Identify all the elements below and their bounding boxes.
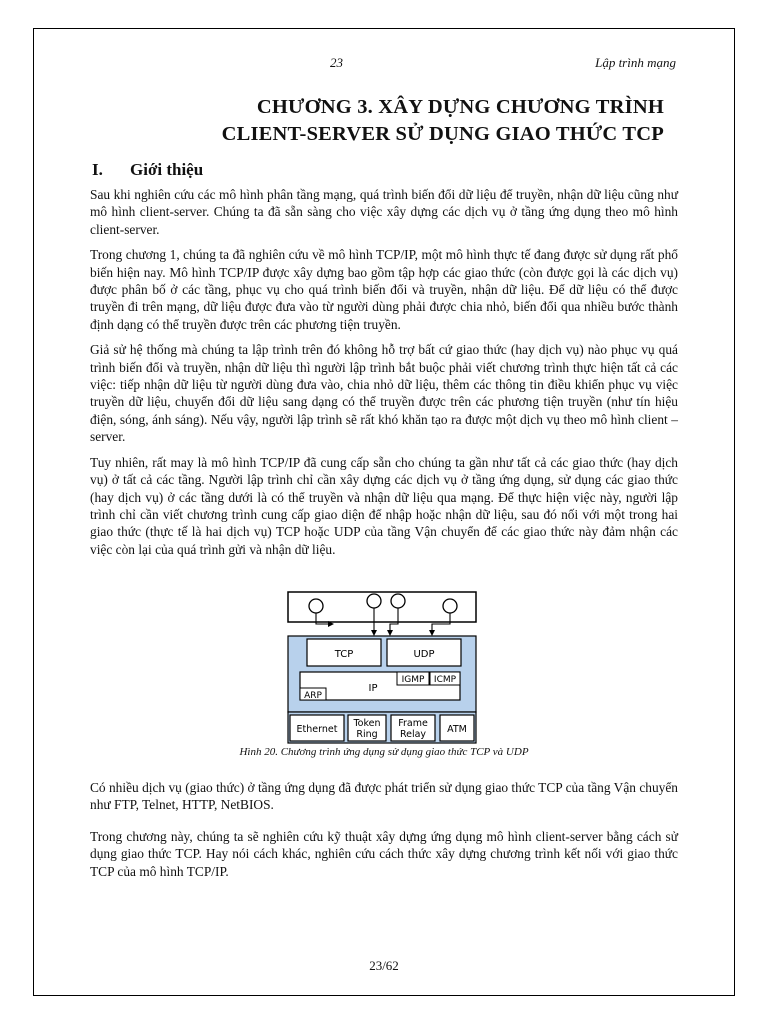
header-page-number: 23	[330, 55, 343, 70]
app-circle	[309, 599, 323, 613]
section-title: Giới thiệu	[130, 160, 204, 179]
app-circle	[391, 594, 405, 608]
section-heading	[92, 160, 203, 180]
chapter-title-line1: CHƯƠNG 3. XÂY DỰNG CHƯƠNG TRÌNH	[256, 96, 664, 118]
paragraph: Có nhiều dịch vụ (giao thức) ở tầng ứng dụng đã được phát triển sử dụng giao thức TCP của tầng Vận chuyển như FTP, Telnet, HTTP, NetBIOS.	[90, 780, 678, 813]
paragraph: Sau khi nghiên cứu các mô hình phân tầng mạng, quá trình biến đổi dữ liệu để truyền, nhận dữ liệu cũng như mô hình client-server. Chúng ta đã sẵn sàng cho việc xây dựng các dịch vụ ở tầng ứng dụng theo mô hình client-server.	[90, 187, 678, 237]
paragraph: Trong chương này, chúng ta sẽ nghiên cứu kỹ thuật xây dựng ứng dụng mô hình client-server bằng cách sử dụng giao thức TCP. Hay nói cách khác, nghiên cứu cách thức xây dựng chương trình kết nối với giao thức TCP của mô hình TCP/IP.	[90, 829, 678, 879]
tcp-label: TCP	[334, 649, 354, 660]
footer-page-label: 23/62	[369, 958, 399, 973]
igmp-label: IGMP	[401, 675, 425, 685]
token-ring-label-2: Ring	[356, 729, 378, 740]
arp-label: ARP	[304, 691, 322, 701]
udp-label: UDP	[413, 649, 435, 660]
header-book-title: Lập trình mạng	[595, 55, 676, 70]
app-circle	[443, 599, 457, 613]
icmp-label: ICMP	[433, 675, 457, 685]
section-number: I.	[92, 160, 103, 179]
frame-relay-label-1: Frame	[398, 718, 428, 729]
paragraph: Trong chương 1, chúng ta đã nghiên cứu về mô hình TCP/IP, một mô hình thực tế đang được sử dụng rất phổ biến hiện nay. Mô hình TCP/IP được xây dựng bao gồm tập hợp các giao thức (còn được gọi là các dịch vụ) được phân bố ở các tầng, phục vụ cho quá trình biến đổi và truyền, nhận dữ liệu. Để dữ liệu có thể được truyền đi trên mạng, dữ liệu được đưa vào từ người dùng phải được chia nhỏ, biến đổi qua nhiều bước thành định dạng có thể truyền được trên các phương tiện truyền.	[90, 247, 678, 332]
chapter-title-line2: CLIENT-SERVER SỬ DỤNG GIAO THỨC TCP	[221, 123, 664, 145]
token-ring-label-1: Token	[353, 718, 381, 729]
arrow-heads	[328, 621, 435, 636]
app-circle	[367, 594, 381, 608]
ethernet-label: Ethernet	[296, 724, 338, 735]
frame-relay-label-2: Relay	[399, 729, 427, 740]
intro-text	[90, 186, 678, 566]
atm-label: ATM	[447, 724, 467, 735]
chapter-title	[222, 94, 664, 148]
tcp-ip-stack-diagram	[285, 590, 479, 745]
paragraph: Giả sử hệ thống mà chúng ta lập trình trên đó không hỗ trợ bất cứ giao thức (hay dịch vụ) nào phục vụ quá trình biến đổi và truyền, nhận dữ liệu thì người lập trình bắt buộc phải viết chương trình thực hiện tất cả các việc: tiếp nhận dữ liệu từ người dùng đưa vào, chia nhỏ dữ liệu, thêm các thông tin điều khiển phục vụ việc truyền dữ liệu, chuyển đổi dữ liệu sang dạng có thể truyền được trên các phương tiện truyền (như tín hiệu điện, sóng, ánh sáng). Nếu vậy, người lập trình sẽ rất khó khăn tạo ra được một dịch vụ theo mô hình client – server.	[90, 342, 678, 445]
ip-label: IP	[368, 683, 378, 694]
figure-caption: Hình 20. Chương trình ứng dụng sử dụng giao thức TCP và UDP	[239, 746, 529, 758]
paragraph: Tuy nhiên, rất may là mô hình TCP/IP đã cung cấp sẵn cho chúng ta gần như tất cả các giao thức (hay dịch vụ) ở tất cả các tầng. Người lập trình chỉ cần xây dựng các dịch vụ ở tầng ứng dụng, sử dụng các giao thức (hay dịch vụ) ở các tầng dưới là có thể truyền và nhận dữ liệu qua mạng. Để thực hiện việc này, người lập trình chỉ cần viết chương trình cung cấp giao diện để nhập hoặc nhận dữ liệu, sau đó nối với một trong hai giao thức (thực tế là hai dịch vụ) TCP hoặc UDP của tầng Vận chuyển để các giao thức này đảm nhận các việc còn lại của quá trình gửi và nhận dữ liệu.	[90, 454, 678, 557]
